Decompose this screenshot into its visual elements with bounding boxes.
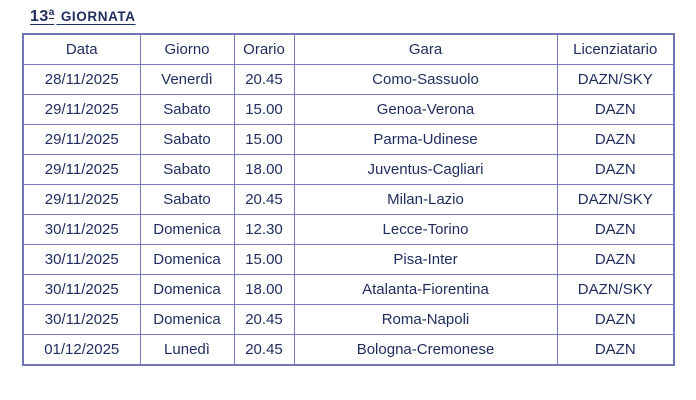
cell-licenziatario: DAZN [557,125,674,155]
cell-licenziatario: DAZN [557,245,674,275]
cell-data: 01/12/2025 [23,335,140,366]
cell-orario: 20.45 [234,305,294,335]
cell-gara: Milan-Lazio [294,185,557,215]
table-row [23,215,674,245]
cell-orario: 15.00 [234,95,294,125]
cell-gara: Lecce-Torino [294,215,557,245]
cell-orario: 15.00 [234,125,294,155]
table-row [23,245,674,275]
cell-orario: 20.45 [234,335,294,366]
cell-data: 30/11/2025 [23,215,140,245]
cell-licenziatario: DAZN/SKY [557,275,674,305]
column-header-licenziatario: Licenziatario [557,34,674,65]
cell-giorno: Sabato [140,155,234,185]
cell-gara: Pisa-Inter [294,245,557,275]
table-row [23,155,674,185]
table-row [23,125,674,155]
cell-giorno: Domenica [140,305,234,335]
cell-licenziatario: DAZN/SKY [557,185,674,215]
cell-gara: Como-Sassuolo [294,65,557,95]
cell-data: 30/11/2025 [23,305,140,335]
table-row [23,185,674,215]
cell-gara: Bologna-Cremonese [294,335,557,366]
cell-data: 30/11/2025 [23,245,140,275]
cell-orario: 18.00 [234,275,294,305]
cell-data: 29/11/2025 [23,185,140,215]
cell-gara: Atalanta-Fiorentina [294,275,557,305]
cell-giorno: Venerdì [140,65,234,95]
cell-data: 29/11/2025 [23,95,140,125]
cell-giorno: Sabato [140,95,234,125]
table-row [23,335,674,366]
header-row [23,34,674,65]
cell-licenziatario: DAZN [557,305,674,335]
column-header-data: Data [23,34,140,65]
cell-orario: 20.45 [234,65,294,95]
cell-data: 29/11/2025 [23,155,140,185]
cell-orario: 20.45 [234,185,294,215]
table-row [23,95,674,125]
cell-licenziatario: DAZN [557,95,674,125]
cell-data: 30/11/2025 [23,275,140,305]
cell-orario: 18.00 [234,155,294,185]
table-row [23,65,674,95]
cell-giorno: Domenica [140,245,234,275]
cell-orario: 12.30 [234,215,294,245]
cell-giorno: Sabato [140,185,234,215]
cell-orario: 15.00 [234,245,294,275]
cell-giorno: Domenica [140,275,234,305]
cell-giorno: Sabato [140,125,234,155]
cell-gara: Juventus-Cagliari [294,155,557,185]
cell-data: 29/11/2025 [23,125,140,155]
cell-licenziatario: DAZN/SKY [557,65,674,95]
table-row [23,305,674,335]
table-row [23,275,674,305]
column-header-giorno: Giorno [140,34,234,65]
cell-giorno: Domenica [140,215,234,245]
title-ordinal-indicator: a [48,6,55,18]
cell-gara: Parma-Udinese [294,125,557,155]
cell-gara: Roma-Napoli [294,305,557,335]
title-matchday-word: GIORNATA [60,9,136,24]
page-title [30,6,696,25]
column-header-gara: Gara [294,34,557,65]
cell-giorno: Lunedì [140,335,234,366]
title-matchday-number: 13 [30,8,49,25]
fixtures-table [22,33,675,366]
cell-data: 28/11/2025 [23,65,140,95]
cell-gara: Genoa-Verona [294,95,557,125]
column-header-orario: Orario [234,34,294,65]
cell-licenziatario: DAZN [557,155,674,185]
cell-licenziatario: DAZN [557,215,674,245]
cell-licenziatario: DAZN [557,335,674,366]
